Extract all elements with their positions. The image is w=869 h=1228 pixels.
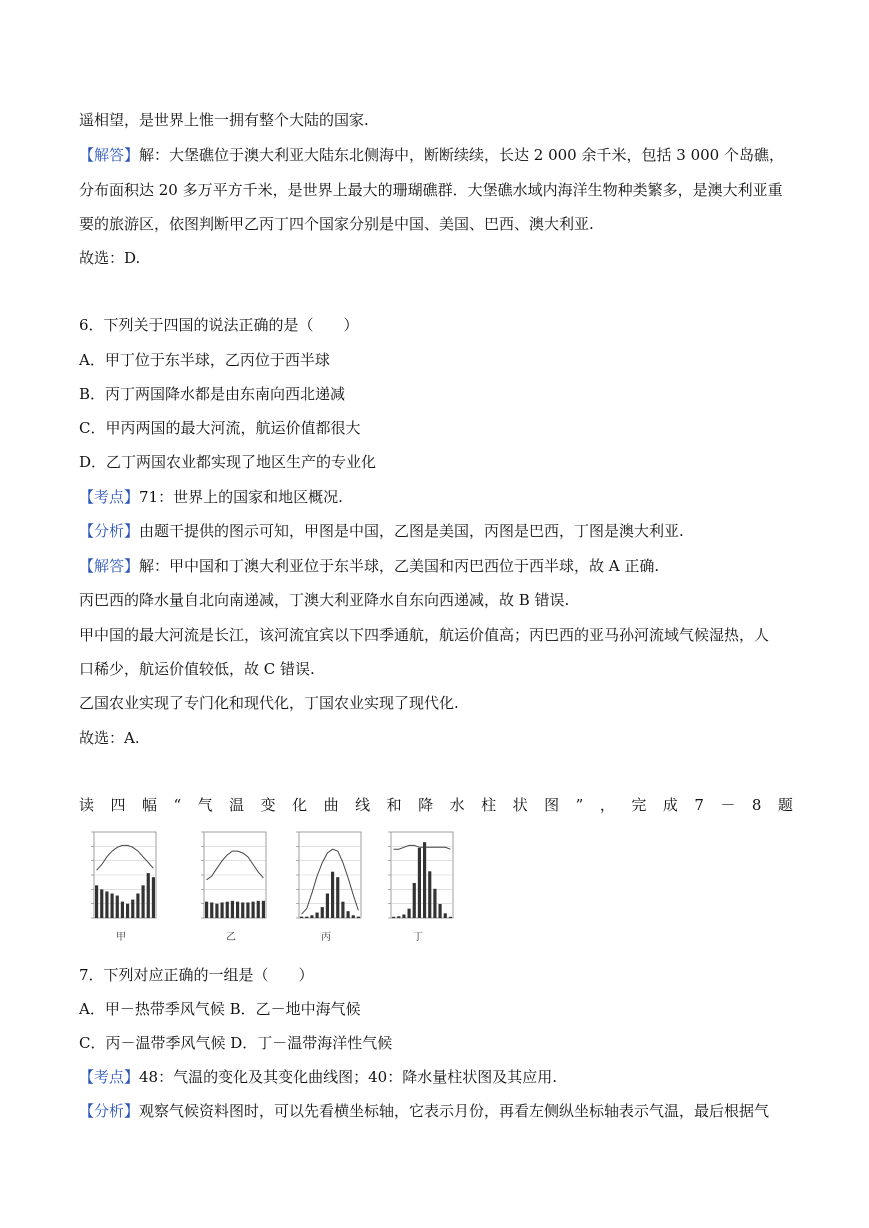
precip-bar — [449, 917, 452, 918]
fenxi-line: 【分析】观察气候资料图时，可以先看横坐标轴，它表示月份，再看左侧纵坐标轴表示气温，最后根据气 — [79, 1102, 770, 1120]
precip-bar — [357, 917, 360, 918]
climate-chart — [285, 826, 367, 944]
precip-bar — [147, 873, 150, 918]
figure-intro-line — [79, 795, 793, 815]
intro-char: 降 — [418, 796, 434, 814]
text-line: 遥相望，是世界上惟一拥有整个大陆的国家. — [79, 111, 369, 129]
intro-char: 幅 — [142, 796, 158, 814]
text-line: 丙巴西的降水量自北向南递减，丁澳大利亚降水自东向西递减，故 B 错误. — [79, 591, 570, 609]
precip-bar — [428, 871, 431, 918]
precip-bar — [231, 901, 234, 918]
text-line: 故选：A. — [79, 729, 140, 747]
intro-char: 和 — [386, 796, 402, 814]
precip-bar — [246, 902, 249, 918]
climate-chart — [190, 826, 272, 944]
fenxi-tag: 【分析】 — [79, 1102, 140, 1120]
kaodian-tag: 【考点】 — [79, 1068, 140, 1086]
option-a: A．甲丁位于东半球，乙丙位于西半球 — [79, 351, 330, 369]
precip-bar — [126, 904, 129, 918]
kaodian-line: 【考点】71：世界上的国家和地区概况. — [79, 488, 343, 506]
precip-bar — [331, 872, 334, 918]
chart-label: 丙 — [321, 932, 331, 943]
option-ab: A．甲－热带季风气候 B．乙－地中海气候 — [79, 1000, 361, 1018]
precip-bar — [221, 902, 224, 918]
precip-bar — [413, 883, 416, 918]
intro-char: 四 — [110, 796, 126, 814]
intro-char: ， — [599, 796, 615, 814]
question-6: 6．下列关于四国的说法正确的是（ ） — [79, 316, 359, 334]
climate-chart-svg — [190, 826, 276, 930]
precip-bar — [136, 893, 139, 918]
precip-bar — [423, 842, 426, 918]
precip-bar — [152, 877, 155, 918]
precip-bar — [142, 885, 145, 918]
intro-char: 图 — [544, 796, 560, 814]
precip-bar — [408, 909, 411, 918]
precip-bar — [252, 902, 255, 918]
intro-char: “ — [173, 796, 182, 814]
text-line: 要的旅游区，依图判断甲乙丙丁四个国家分别是中国、美国、巴西、澳大利亚. — [79, 215, 594, 233]
intro-char: 线 — [355, 796, 371, 814]
temperature-curve — [97, 845, 154, 870]
precip-bar — [100, 889, 103, 918]
precip-bar — [236, 902, 239, 918]
climate-chart — [80, 826, 162, 944]
precip-bar — [116, 896, 119, 918]
intro-char: 气 — [197, 796, 213, 814]
precip-bar — [210, 902, 213, 918]
answer-tag: 【解答】 — [79, 557, 140, 575]
precip-bar — [316, 913, 319, 918]
precip-bar — [121, 902, 124, 918]
intro-char: 变 — [260, 796, 276, 814]
precip-bar — [262, 901, 265, 918]
intro-char: － — [720, 796, 736, 814]
intro-char: 柱 — [481, 796, 497, 814]
answer-line: 【解答】解：甲中国和丁澳大利亚位于东半球，乙美国和丙巴西位于西半球，故 A 正确. — [79, 557, 660, 575]
temperature-curve — [207, 851, 264, 880]
kaodian-line: 【考点】48：气温的变化及其变化曲线图；40：降水量柱状图及其应用. — [79, 1068, 557, 1086]
fenxi-tag: 【分析】 — [79, 522, 140, 540]
fenxi-line: 【分析】由题干提供的图示可知，甲图是中国，乙图是美国，丙图是巴西，丁图是澳大利亚. — [79, 522, 684, 540]
text-line: 口稀少，航运价值较低，故 C 错误. — [79, 660, 315, 678]
precip-bar — [439, 904, 442, 918]
precip-bar — [352, 915, 355, 918]
intro-char: 读 — [79, 796, 95, 814]
intro-char: 完 — [631, 796, 647, 814]
precip-bar — [95, 885, 98, 918]
intro-char: 曲 — [323, 796, 339, 814]
intro-char: 状 — [512, 796, 528, 814]
climate-chart-svg — [80, 826, 166, 930]
option-cd: C．丙－温带季风气候 D．丁－温带海洋性气候 — [79, 1034, 393, 1052]
precip-bar — [241, 902, 244, 918]
intro-char: ” — [575, 796, 584, 814]
answer-tag: 【解答】 — [79, 146, 140, 164]
intro-char: 温 — [229, 796, 245, 814]
precip-bar — [226, 902, 229, 918]
kaodian-tag: 【考点】 — [79, 488, 140, 506]
temperature-curve — [302, 849, 359, 914]
intro-char: 化 — [292, 796, 308, 814]
climate-chart-svg — [377, 826, 463, 930]
precip-bar — [347, 911, 350, 918]
answer-line: 【解答】解：大堡礁位于澳大利亚大陆东北侧海中，断断续续，长达 2 000 余千米，包括 3 000 个岛礁， — [79, 146, 784, 164]
precip-bar — [131, 900, 134, 918]
text-line: 乙国农业实现了专门化和现代化，丁国农业实现了现代化. — [79, 694, 459, 712]
precip-bar — [310, 915, 313, 918]
text-line: 分布面积达 20 多万平方千米，是世界上最大的珊瑚礁群．大堡礁水域内海洋生物种类繁多，是澳大利亚重 — [79, 181, 783, 199]
text-line: 甲中国的最大河流是长江，该河流宜宾以下四季通航，航运价值高；丙巴西的亚马孙河流域气候湿热，人 — [79, 626, 770, 644]
chart-label: 丁 — [413, 932, 423, 943]
temperature-curve — [394, 845, 451, 849]
precip-bar — [433, 889, 436, 918]
intro-char: 题 — [777, 796, 793, 814]
precip-bar — [300, 917, 303, 918]
precip-bar — [341, 902, 344, 918]
precip-bar — [397, 916, 400, 918]
intro-char: 水 — [449, 796, 465, 814]
intro-char: 8 — [751, 796, 762, 814]
precip-bar — [444, 913, 447, 918]
precip-bar — [402, 914, 405, 918]
option-b: B．丙丁两国降水都是由东南向西北递减 — [79, 385, 346, 403]
precip-bar — [392, 917, 395, 918]
precip-bar — [105, 891, 108, 918]
precip-bar — [418, 848, 421, 918]
question-7: 7．下列对应正确的一组是（ ） — [79, 966, 314, 984]
option-c: C．甲丙两国的最大河流，航运价值都很大 — [79, 419, 361, 437]
option-d: D．乙丁两国农业都实现了地区生产的专业化 — [79, 453, 377, 471]
precip-bar — [326, 893, 329, 918]
chart-label: 乙 — [226, 932, 236, 943]
precip-bar — [111, 893, 114, 918]
climate-figures — [80, 826, 480, 946]
precip-bar — [215, 904, 218, 918]
text-line: 故选：D. — [79, 249, 141, 267]
precip-bar — [336, 877, 339, 918]
precip-bar — [205, 902, 208, 918]
precip-bar — [257, 901, 260, 918]
intro-char: 成 — [662, 796, 678, 814]
intro-char: 7 — [694, 796, 704, 814]
precip-bar — [321, 907, 324, 918]
climate-chart-svg — [285, 826, 371, 930]
climate-chart — [377, 826, 459, 944]
precip-bar — [305, 917, 308, 918]
chart-label: 甲 — [116, 932, 126, 943]
